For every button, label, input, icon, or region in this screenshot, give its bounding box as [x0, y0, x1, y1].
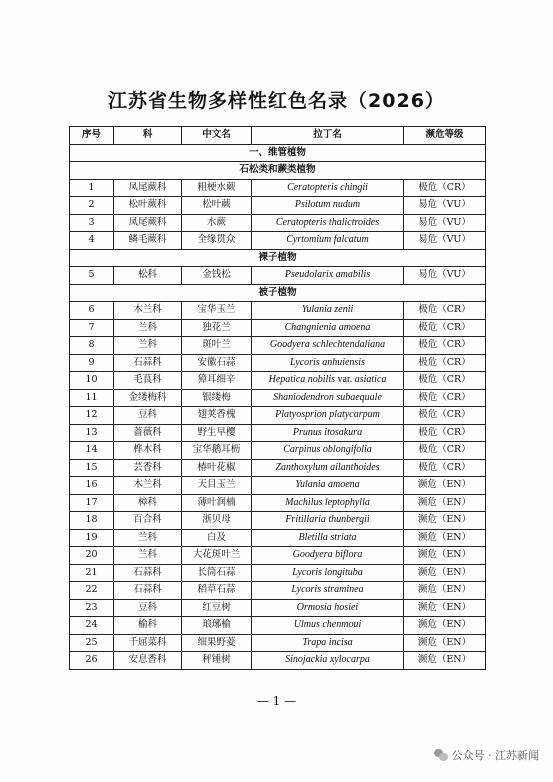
cell-family: 松科 — [114, 267, 182, 285]
cell-latin-name: Ceratopteris chingii — [252, 179, 404, 197]
cell-status: 易危（VU） — [404, 214, 486, 232]
table-row — [70, 389, 486, 407]
cell-chinese-name: 椿叶花椒 — [182, 459, 252, 477]
cell-chinese-name: 粗梗水蕨 — [182, 179, 252, 197]
cell-family: 毛茛科 — [114, 372, 182, 390]
cell-latin-name: Yulania zenii — [252, 302, 404, 320]
cell-status: 濒危（EN） — [404, 512, 486, 530]
latin-rank-marker: var. — [335, 374, 355, 386]
table-header-row — [70, 127, 486, 145]
table-row — [70, 267, 486, 285]
table-row — [70, 494, 486, 512]
header-family: 科 — [114, 127, 182, 145]
table-row — [70, 477, 486, 495]
header-latin-name: 拉丁名 — [252, 127, 404, 145]
cell-chinese-name: 浙贝母 — [182, 512, 252, 530]
cell-family: 百合科 — [114, 512, 182, 530]
cell-chinese-name: 宝华玉兰 — [182, 302, 252, 320]
cell-status: 极危（CR） — [404, 372, 486, 390]
cell-number: 19 — [70, 529, 114, 547]
table-row — [70, 459, 486, 477]
cell-chinese-name: 宝华鹅耳枥 — [182, 442, 252, 460]
cell-status: 濒危（EN） — [404, 529, 486, 547]
cell-number: 7 — [70, 319, 114, 337]
table-row — [70, 197, 486, 215]
cell-status: 濒危（EN） — [404, 494, 486, 512]
cell-number: 10 — [70, 372, 114, 390]
cell-chinese-name: 全缘贯众 — [182, 232, 252, 250]
cell-status: 濒危（EN） — [404, 599, 486, 617]
cell-number: 11 — [70, 389, 114, 407]
cell-family: 樟科 — [114, 494, 182, 512]
cell-latin-name: Lycoris longituba — [252, 564, 404, 582]
table-row — [70, 442, 486, 460]
cell-number: 2 — [70, 197, 114, 215]
cell-status: 极危（CR） — [404, 179, 486, 197]
cell-number: 17 — [70, 494, 114, 512]
table-row — [70, 372, 486, 390]
cell-family: 桦木科 — [114, 442, 182, 460]
cell-chinese-name: 红豆树 — [182, 599, 252, 617]
watermark — [434, 747, 540, 763]
cell-number: 16 — [70, 477, 114, 495]
section-title: 被子植物 — [70, 284, 486, 302]
table-row — [70, 302, 486, 320]
cell-chinese-name: 白及 — [182, 529, 252, 547]
cell-chinese-name: 银缕梅 — [182, 389, 252, 407]
cell-status: 极危（CR） — [404, 407, 486, 425]
table-row — [70, 214, 486, 232]
cell-chinese-name: 长筒石蒜 — [182, 564, 252, 582]
cell-number: 24 — [70, 617, 114, 635]
cell-chinese-name: 翅荚香槐 — [182, 407, 252, 425]
cell-family: 凤尾蕨科 — [114, 179, 182, 197]
cell-status: 濒危（EN） — [404, 564, 486, 582]
cell-latin-name: Pseudolarix amabilis — [252, 267, 404, 285]
table-row — [70, 179, 486, 197]
cell-family: 蔷薇科 — [114, 424, 182, 442]
table-row — [70, 424, 486, 442]
table-body — [70, 144, 486, 669]
cell-number: 5 — [70, 267, 114, 285]
cell-family: 松叶蕨科 — [114, 197, 182, 215]
cell-family: 芸香科 — [114, 459, 182, 477]
cell-family: 兰科 — [114, 337, 182, 355]
document-title: 江苏省生物多样性红色名录（2026） — [108, 90, 445, 112]
section-row — [70, 284, 486, 302]
cell-latin-name: Goodyera schlechtendaliana — [252, 337, 404, 355]
cell-number: 13 — [70, 424, 114, 442]
cell-latin-name: Goodyera biflora — [252, 547, 404, 565]
section-row — [70, 162, 486, 180]
cell-chinese-name: 松叶蕨 — [182, 197, 252, 215]
cell-latin-name: Shaniodendron subaequale — [252, 389, 404, 407]
cell-chinese-name: 秤锤树 — [182, 652, 252, 670]
cell-status: 濒危（EN） — [404, 617, 486, 635]
table-row — [70, 232, 486, 250]
cell-number: 9 — [70, 354, 114, 372]
cell-latin-name: Zanthoxylum ailanthoides — [252, 459, 404, 477]
cell-chinese-name: 大花斑叶兰 — [182, 547, 252, 565]
cell-number: 21 — [70, 564, 114, 582]
section-row — [70, 144, 486, 162]
cell-number: 1 — [70, 179, 114, 197]
table-row — [70, 634, 486, 652]
page-number: — 1 — — [256, 694, 297, 708]
cell-status: 濒危（EN） — [404, 582, 486, 600]
cell-family: 豆科 — [114, 407, 182, 425]
section-title: 石松类和蕨类植物 — [70, 162, 486, 180]
cell-status: 极危（CR） — [404, 354, 486, 372]
cell-status: 极危（CR） — [404, 389, 486, 407]
table-row — [70, 564, 486, 582]
cell-latin-name: Sinojackia xylocarpa — [252, 652, 404, 670]
cell-latin-name: Trapa incisa — [252, 634, 404, 652]
cell-status: 易危（VU） — [404, 267, 486, 285]
table-row — [70, 547, 486, 565]
cell-family: 木兰科 — [114, 302, 182, 320]
cell-family: 石蒜科 — [114, 582, 182, 600]
cell-chinese-name: 金钱松 — [182, 267, 252, 285]
table-row — [70, 337, 486, 355]
cell-family: 兰科 — [114, 547, 182, 565]
header-number: 序号 — [70, 127, 114, 145]
cell-chinese-name: 独花兰 — [182, 319, 252, 337]
cell-latin-name: Lycoris straminea — [252, 582, 404, 600]
cell-latin-name: Machilus leptophylla — [252, 494, 404, 512]
cell-status: 易危（VU） — [404, 232, 486, 250]
cell-status: 濒危（EN） — [404, 652, 486, 670]
red-list-table — [69, 126, 486, 670]
cell-number: 22 — [70, 582, 114, 600]
section-title: 裸子植物 — [70, 249, 486, 267]
cell-latin-name: Cyrtomium falcatum — [252, 232, 404, 250]
header-status: 濒危等级 — [404, 127, 486, 145]
cell-latin-name: Psilotum nudum — [252, 197, 404, 215]
cell-status: 濒危（EN） — [404, 547, 486, 565]
cell-family: 千屈菜科 — [114, 634, 182, 652]
cell-status: 极危（CR） — [404, 337, 486, 355]
cell-number: 20 — [70, 547, 114, 565]
cell-status: 极危（CR） — [404, 302, 486, 320]
cell-number: 26 — [70, 652, 114, 670]
section-title: 一、维管植物 — [70, 144, 486, 162]
section-row — [70, 249, 486, 267]
cell-family: 兰科 — [114, 529, 182, 547]
cell-number: 25 — [70, 634, 114, 652]
cell-number: 14 — [70, 442, 114, 460]
table-row — [70, 652, 486, 670]
cell-latin-name: Carpinus oblongifolia — [252, 442, 404, 460]
watermark-text: 公众号 · 江苏新闻 — [451, 749, 539, 762]
cell-family: 石蒜科 — [114, 354, 182, 372]
cell-status: 濒危（EN） — [404, 634, 486, 652]
header-chinese-name: 中文名 — [182, 127, 252, 145]
table-row — [70, 354, 486, 372]
cell-latin-name: Ulmus chenmoui — [252, 617, 404, 635]
latin-genus-species: Hepatica nobilis — [268, 374, 335, 386]
table-row — [70, 529, 486, 547]
cell-chinese-name: 野生早樱 — [182, 424, 252, 442]
cell-number: 4 — [70, 232, 114, 250]
cell-number: 23 — [70, 599, 114, 617]
cell-number: 6 — [70, 302, 114, 320]
table-row — [70, 599, 486, 617]
cell-number: 3 — [70, 214, 114, 232]
cell-chinese-name: 稻草石蒜 — [182, 582, 252, 600]
cell-chinese-name: 水蕨 — [182, 214, 252, 232]
cell-family: 安息香科 — [114, 652, 182, 670]
cell-latin-name: Platyosprion platycarpum — [252, 407, 404, 425]
cell-family: 榆科 — [114, 617, 182, 635]
table-row — [70, 319, 486, 337]
cell-family: 豆科 — [114, 599, 182, 617]
cell-number: 8 — [70, 337, 114, 355]
cell-status: 极危（CR） — [404, 424, 486, 442]
wechat-icon — [434, 749, 448, 761]
table-row — [70, 617, 486, 635]
cell-chinese-name: 安徽石蒜 — [182, 354, 252, 372]
cell-latin-name: Bletilla striata — [252, 529, 404, 547]
cell-status: 易危（VU） — [404, 197, 486, 215]
cell-chinese-name: 天目玉兰 — [182, 477, 252, 495]
cell-number: 15 — [70, 459, 114, 477]
cell-chinese-name: 细果野菱 — [182, 634, 252, 652]
cell-latin-name — [252, 372, 404, 390]
cell-latin-name: Changnienia amoena — [252, 319, 404, 337]
cell-latin-name: Fritillaria thunbergii — [252, 512, 404, 530]
cell-chinese-name: 獐耳细辛 — [182, 372, 252, 390]
cell-chinese-name: 斑叶兰 — [182, 337, 252, 355]
cell-number: 12 — [70, 407, 114, 425]
cell-family: 石蒜科 — [114, 564, 182, 582]
cell-number: 18 — [70, 512, 114, 530]
cell-latin-name: Prunus itosakura — [252, 424, 404, 442]
cell-status: 极危（CR） — [404, 319, 486, 337]
cell-family: 鳞毛蕨科 — [114, 232, 182, 250]
cell-family: 凤尾蕨科 — [114, 214, 182, 232]
table-row — [70, 512, 486, 530]
cell-latin-name: Ormosia hosiei — [252, 599, 404, 617]
table-row — [70, 407, 486, 425]
latin-variety: asiatica — [354, 374, 387, 386]
cell-latin-name: Lycoris anhuiensis — [252, 354, 404, 372]
cell-status: 濒危（EN） — [404, 477, 486, 495]
table-row — [70, 582, 486, 600]
cell-family: 金缕梅科 — [114, 389, 182, 407]
cell-family: 兰科 — [114, 319, 182, 337]
cell-family: 木兰科 — [114, 477, 182, 495]
cell-chinese-name: 琅琊榆 — [182, 617, 252, 635]
cell-latin-name: Ceratopteris thalictroides — [252, 214, 404, 232]
cell-latin-name: Yulania amoena — [252, 477, 404, 495]
cell-status: 极危（CR） — [404, 442, 486, 460]
cell-status: 极危（CR） — [404, 459, 486, 477]
cell-chinese-name: 薄叶润楠 — [182, 494, 252, 512]
